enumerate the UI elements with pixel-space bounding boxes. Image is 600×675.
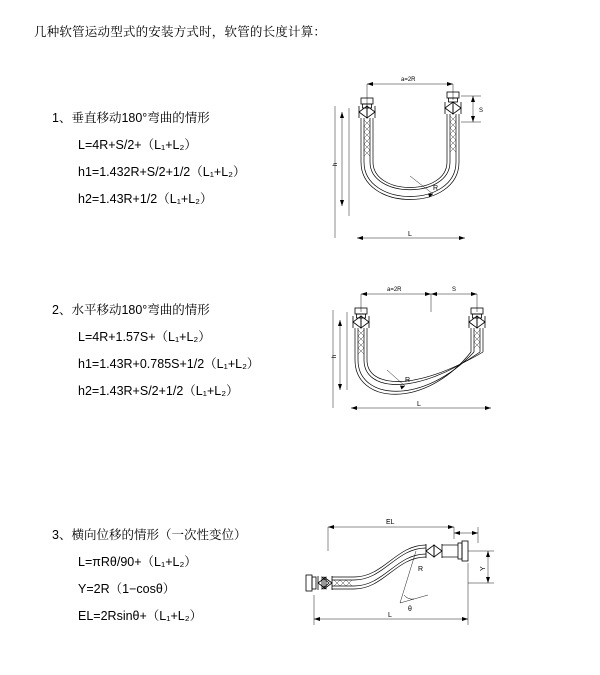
- section-3-formula-1: L=πRθ/90+（L₁+L₂）: [78, 555, 197, 569]
- section-1-formula-2: h1=1.432R+S/2+1/2（L₁+L₂）: [78, 165, 246, 179]
- svg-text:EL: EL: [386, 519, 395, 526]
- svg-text:h: h: [332, 354, 338, 358]
- figure-vertical-180-bend: [305, 66, 510, 266]
- svg-text:R: R: [418, 566, 424, 573]
- section-1-text: [52, 108, 302, 216]
- section-3-text: [52, 525, 302, 633]
- section-1-formula-3: h2=1.43R+1/2（L₁+L₂）: [78, 192, 213, 206]
- svg-text:L: L: [408, 231, 412, 238]
- svg-text:R: R: [433, 185, 439, 192]
- svg-text:R: R: [405, 377, 411, 384]
- svg-text:h: h: [333, 162, 339, 166]
- section-3-formula-3: EL=2Rsinθ+（L₁+L₂）: [78, 609, 203, 623]
- section-3-formula-2: Y=2R（1−cosθ）: [78, 582, 176, 596]
- svg-text:a=2R: a=2R: [387, 287, 402, 293]
- page-title: 几种软管运动型式的安装方式时，软管的长度计算：: [34, 25, 327, 39]
- section-2-formula-2: h1=1.43R+0.785S+1/2（L₁+L₂）: [78, 357, 260, 371]
- svg-text:S: S: [452, 287, 457, 293]
- svg-text:Y: Y: [480, 566, 487, 571]
- svg-text:a=2R: a=2R: [401, 77, 416, 83]
- section-2-formula-1: L=4R+1.57S+（L₁+L₂）: [78, 330, 211, 344]
- svg-text:θ: θ: [408, 606, 412, 613]
- svg-text:L: L: [417, 401, 421, 408]
- section-1-formula-1: L=4R+S/2+（L₁+L₂）: [78, 138, 197, 152]
- section-1-title: 1、垂直移动180°弯曲的情形: [52, 111, 210, 125]
- section-2-formula-3: h2=1.43R+S/2+1/2（L₁+L₂）: [78, 384, 239, 398]
- section-3-title: 3、横向位移的情形（一次性变位）: [52, 528, 247, 542]
- figure-horizontal-180-bend: [305, 278, 510, 438]
- svg-text:S: S: [479, 108, 484, 114]
- section-2-text: [52, 300, 302, 408]
- svg-text:L: L: [388, 612, 392, 619]
- section-2-title: 2、水平移动180°弯曲的情形: [52, 303, 210, 317]
- figure-lateral-offset: [292, 507, 507, 637]
